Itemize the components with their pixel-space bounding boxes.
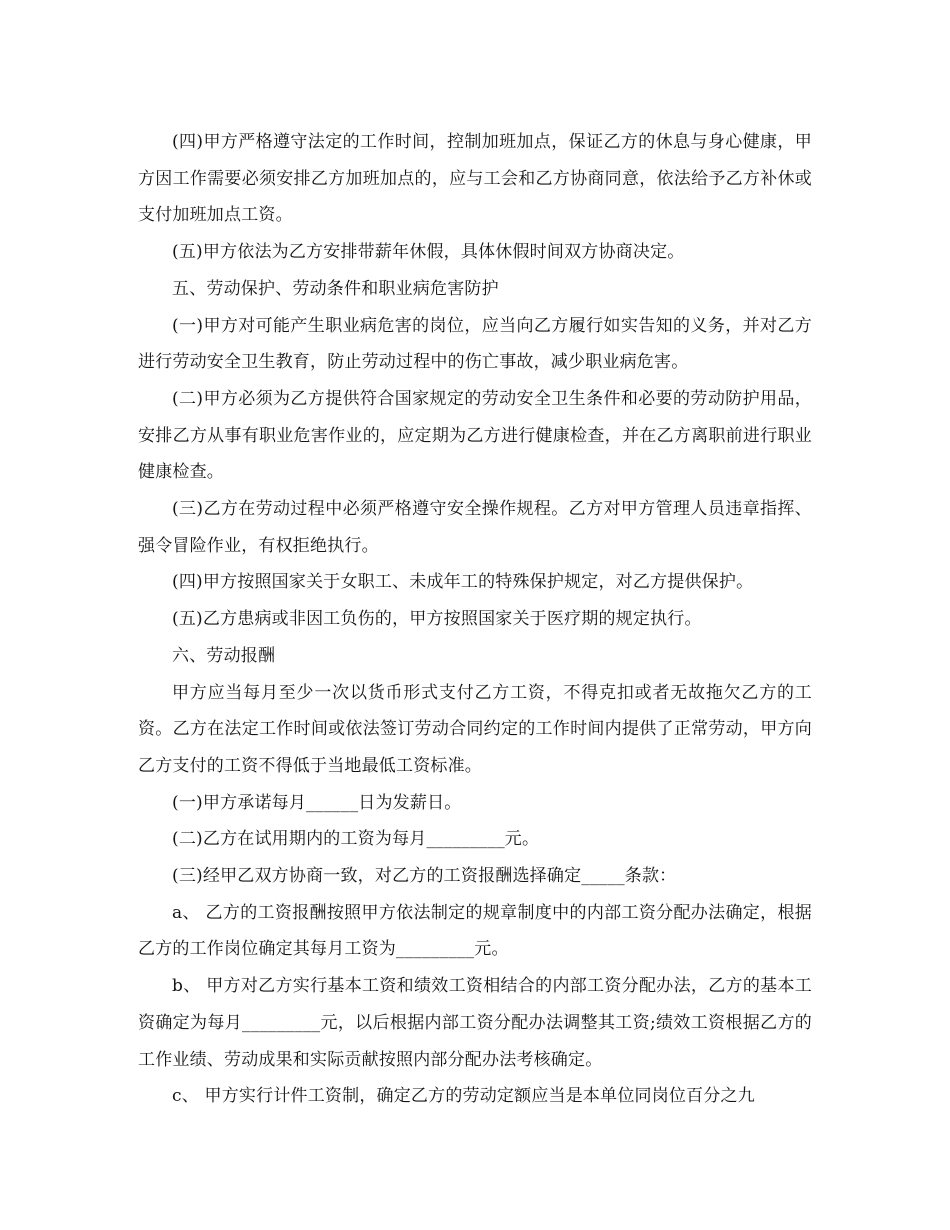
paragraph-wage-payment: 甲方应当每月至少一次以货币形式支付乙方工资，不得克扣或者无故拖欠乙方的工资。乙方在法定工作时间或依法签订劳动合同约定的工作时间内提供了正常劳动，甲方向乙方支付的工资不得低于当地最低工资标准。 bbox=[138, 682, 812, 776]
paragraph-occupational-hazard-notice: (一)甲方对可能产生职业病危害的岗位，应当向乙方履行如实告知的义务，并对乙方进行劳动安全卫生教育，防止劳动过程中的伤亡事故，减少职业病危害。 bbox=[138, 315, 812, 373]
paragraph-special-protection: (四)甲方按照国家关于女职工、未成年工的特殊保护规定，对乙方提供保护。 bbox=[172, 572, 754, 593]
paragraph-medical-period: (五)乙方患病或非因工负伤的，甲方按照国家关于医疗期的规定执行。 bbox=[172, 609, 702, 630]
paragraph-work-hours: (四)甲方严格遵守法定的工作时间，控制加班加点，保证乙方的休息与身心健康，甲方因工作需要必须安排乙方加班加点的，应与工会和乙方协商同意，依法给予乙方补休或支付加班加点工资。 bbox=[138, 132, 812, 226]
paragraph-probation-wage: (二)乙方在试用期内的工资为每月_________元。 bbox=[172, 829, 540, 850]
paragraph-option-b: b、 甲方对乙方实行基本工资和绩效工资相结合的内部工资分配办法，乙方的基本工资确定为每月_________元，以后根据内部工资分配办法调整其工资;绩效工资根据乙方的工作业绩、劳动成果和实际贡献按照内部分配办法考核确定。 bbox=[138, 976, 812, 1070]
paragraph-option-c: c、 甲方实行计件工资制，确定乙方的劳动定额应当是本单位同岗位百分之九 bbox=[172, 1086, 755, 1107]
document-body bbox=[138, 124, 812, 1115]
section-heading-labor-protection: 五、劳动保护、劳动条件和职业病危害防护 bbox=[172, 278, 499, 299]
paragraph-option-a: a、 乙方的工资报酬按照甲方依法制定的规章制度中的内部工资分配办法确定，根据乙方的工作岗位确定其每月工资为_________元。 bbox=[138, 902, 812, 960]
section-heading-remuneration: 六、劳动报酬 bbox=[172, 645, 276, 666]
paragraph-payday: (一)甲方承诺每月______日为发薪日。 bbox=[172, 792, 462, 813]
paragraph-annual-leave: (五)甲方依法为乙方安排带薪年休假，具体休假时间双方协商决定。 bbox=[172, 242, 685, 263]
paragraph-safety-conditions: (二)甲方必须为乙方提供符合国家规定的劳动安全卫生条件和必要的劳动防护用品，安排乙方从事有职业危害作业的，应定期为乙方进行健康检查，并在乙方离职前进行职业健康检查。 bbox=[138, 388, 812, 483]
paragraph-safety-rules: (三)乙方在劳动过程中必须严格遵守安全操作规程。乙方对甲方管理人员违章指挥、强令冒险作业，有权拒绝执行。 bbox=[138, 499, 812, 556]
paragraph-wage-option: (三)经甲乙双方协商一致，对乙方的工资报酬选择确定_____条款： bbox=[172, 866, 677, 887]
